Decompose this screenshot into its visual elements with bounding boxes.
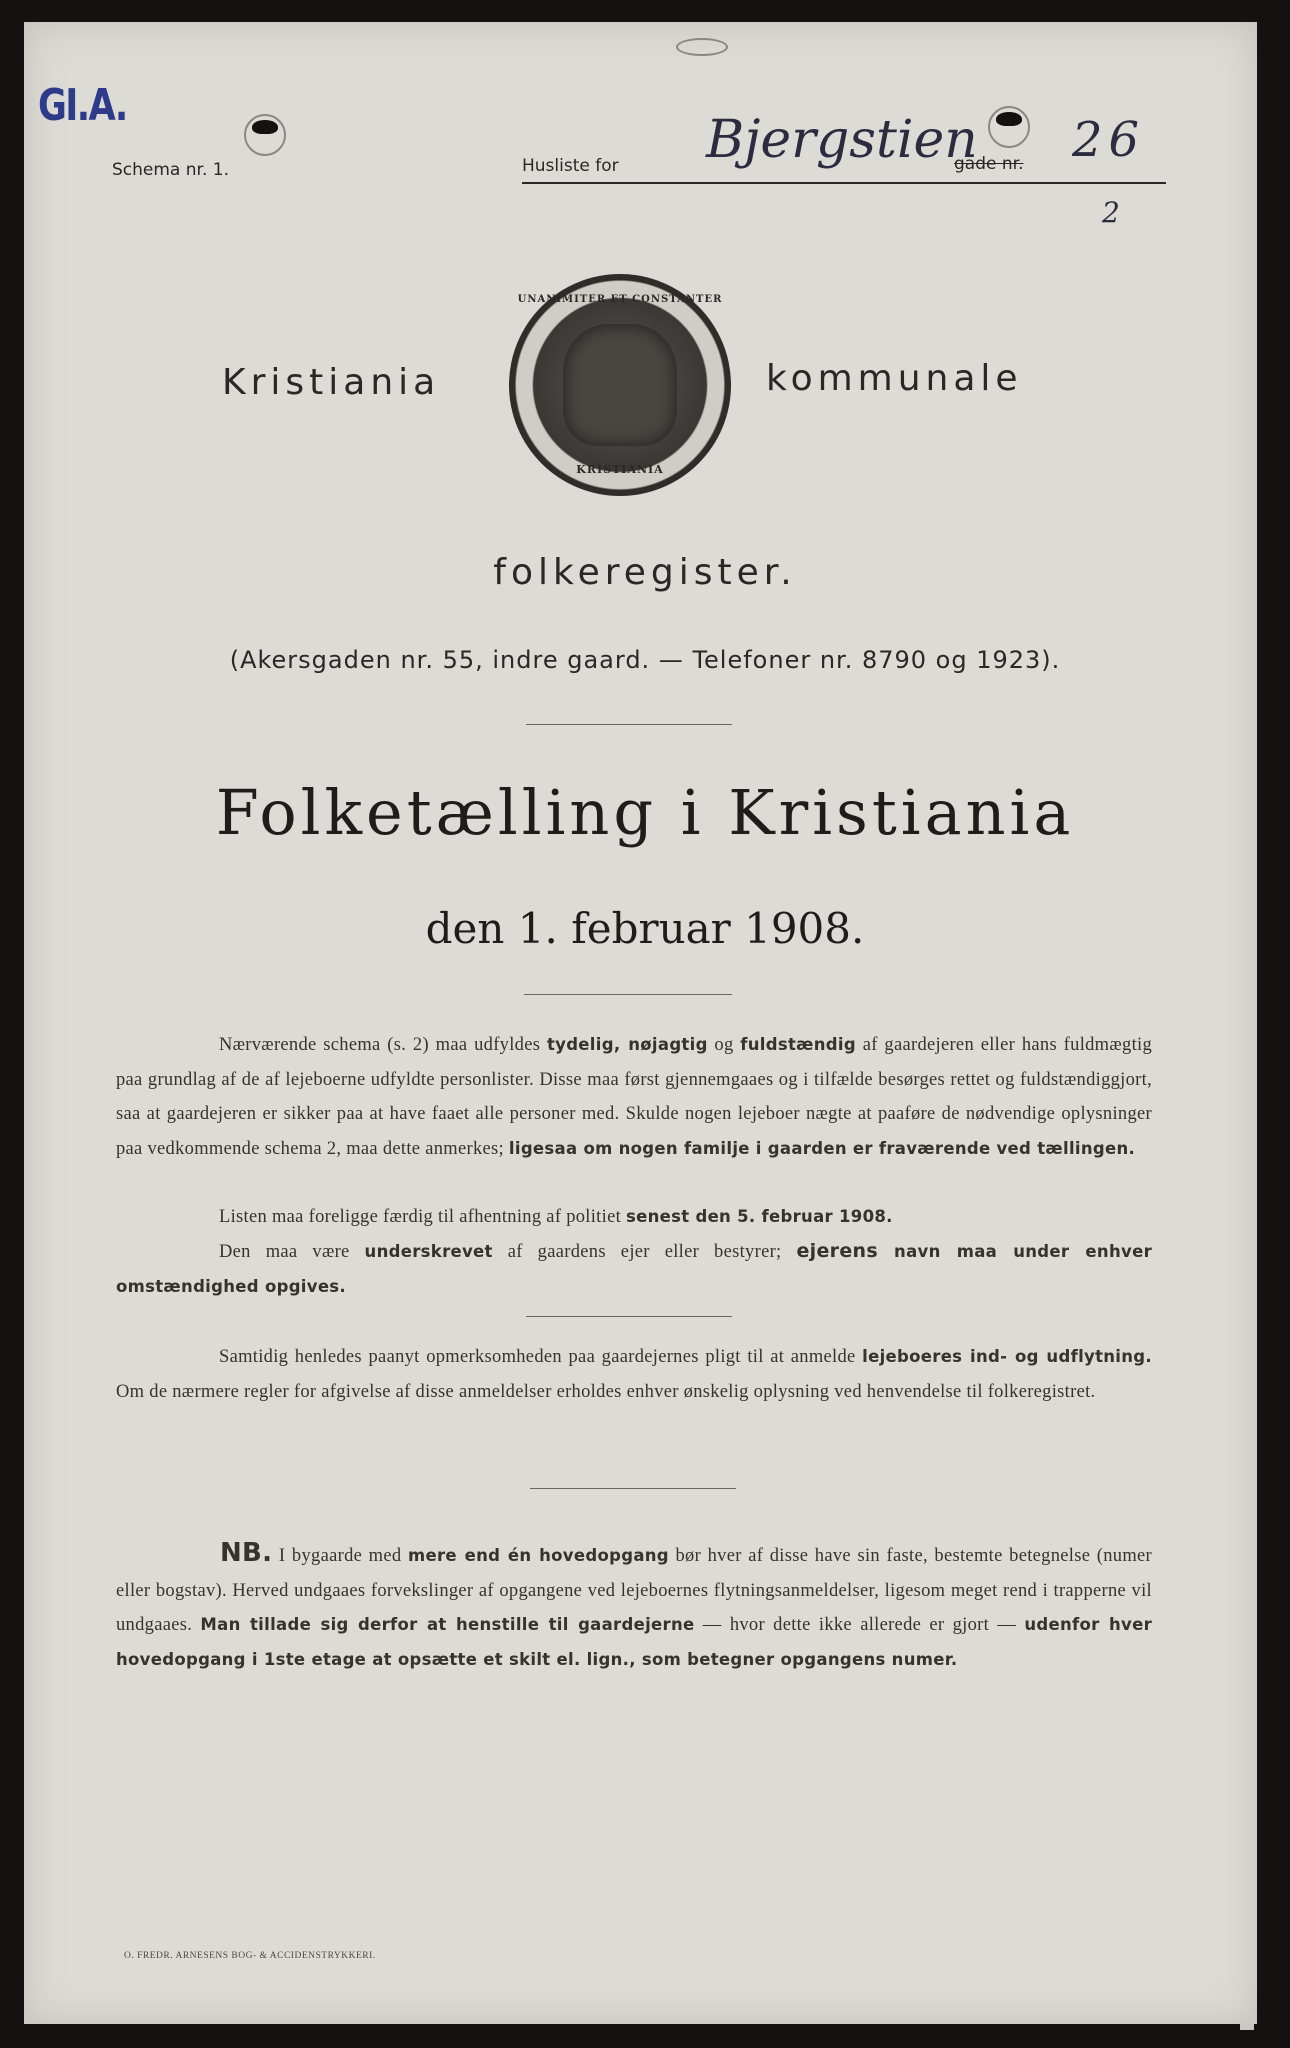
husliste-underline [522, 182, 1166, 184]
header-kristiania: Kristiania [222, 362, 441, 403]
gade-label: gade nr. [954, 154, 1024, 174]
husliste-label: Husliste for [522, 156, 619, 176]
divider-4 [530, 1488, 736, 1489]
header-kommunale: kommunale [766, 358, 1023, 399]
punch-hole-top [676, 38, 728, 56]
page-title: Folketælling i Kristiania [215, 776, 1075, 849]
archive-stamp: GI.A. [38, 80, 127, 131]
divider-3 [526, 1316, 732, 1317]
deadline-paragraph: Listen maa foreligge færdig til afhentning af politiet senest den 5. februar 1908. [219, 1207, 893, 1227]
page-subtitle: den 1. februar 1908. [425, 904, 865, 953]
notification-paragraph: Samtidig henledes paanyt opmerksomheden paa gaardejernes pligt til at anmelde lejeboeres ind- og udflytning. Om de nærmere regler for afgivelse af disse anmeldelser erholdes enhver ønskelig oplysning ved henvendelse til folkeregistret. [116, 1347, 1152, 1402]
divider-2 [524, 994, 732, 995]
seal-top-text: UNANIMITER ET CONSTANTER [517, 294, 723, 305]
nb-paragraph: NB. I bygaarde med mere end én hovedopgang bør hver af disse have sin faste, bestemte betegnelse (numer eller bogstav). Herved undgaaes forvekslinger af opgangene ved lejeboernes flytningsanmeldelser, ligesom meget rend i trapperne vil undgaaes. Man tillade sig derfor at henstille til gaardejerne — hvor dette ikke allerede er gjort — udenfor hver hovedopgang i 1ste etage at opsætte et skilt el. lign., som betegner opgangens numer. [116, 1538, 1153, 1669]
seal-emblem [563, 324, 677, 446]
handwritten-sub-number: 2 [1102, 196, 1120, 229]
printer-imprint: O. FREDR. ARNESENS BOG- & ACCIDENSTRYKKERI. [124, 1951, 376, 1961]
punch-hole-right [988, 106, 1030, 148]
instructions-paragraph: Nærværende schema (s. 2) maa udfyldes tydelig, nøjagtig og fuldstændig af gaardejeren eller hans fuldmægtig paa grundlag af de af lejeboerne udfyldte personlister. Disse maa først gjennemgaaes og i tilfælde besørges rettet og fuldstændiggjort, saa at gaardejeren er sikker paa at have faaet alle personer med. Skulde nogen lejeboer nægte at paaføre de nødvendige oplysninger paa vedkommende schema 2, maa dette anmerkes; ligesaa om nogen familje i gaarden er fraværende ved tællingen. [116, 1035, 1152, 1159]
signature-paragraph: Den maa være underskrevet af gaardens ejer eller bestyrer; ejerens navn maa under enhver omstændighed opgives. [116, 1240, 1153, 1296]
header-address: (Akersgaden nr. 55, indre gaard. — Telefoner nr. 8790 og 1923). [229, 646, 1061, 674]
header-folkeregister: folkeregister. [493, 552, 797, 593]
handwritten-number: 26 [1072, 112, 1146, 168]
seal-bottom-text: KRISTIANIA [576, 463, 664, 476]
city-seal [509, 274, 731, 496]
punch-hole-left [244, 114, 286, 156]
handwritten-street: Bjergstien [706, 110, 978, 170]
divider-1 [526, 724, 732, 725]
schema-label: Schema nr. 1. [112, 160, 229, 180]
